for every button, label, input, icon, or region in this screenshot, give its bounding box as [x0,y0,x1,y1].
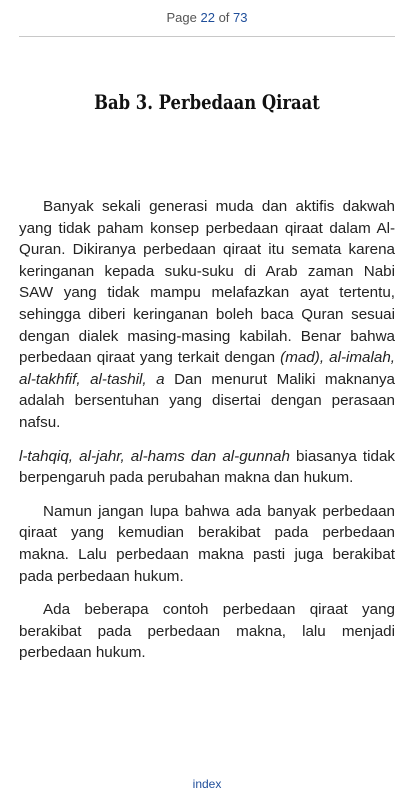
paragraph-2 [19,446,395,489]
page-prefix: Page [166,10,197,25]
chapter-title: Bab 3. Perbedaan Qiraat [94,90,320,114]
current-page-number: 22 [200,10,215,25]
paragraph-1 [19,196,395,434]
page-of-label: of [218,10,230,25]
index-link[interactable]: index [192,777,222,791]
page-indicator [166,10,247,25]
total-pages-number: 73 [233,10,248,25]
page-header [0,0,414,38]
paragraph-4: Ada beberapa contoh perbedaan qiraat yang berakibat pada perbedaan makna, lalu menjadi perbedaan hukum. [19,601,395,662]
paragraph-1-text-a: Banyak sekali generasi muda dan aktifis dakwah yang tidak paham konsep perbedaan qiraat dalam Al-Quran. Dikiranya perbedaan qiraat itu semata karena keringanan kepada suku-suku di Arab zaman Nabi SAW yang tidak mampu melafazkan ayat tertentu, sehingga diberi keringanan boleh baca Quran sesuai dengan dialek masing-masing kabilah. Benar bahwa perbedaan qiraat yang terkait dengan [19,198,395,367]
paragraph-2-text: biasanya tidak berpengaruh pada perubahan makna dan hukum. [19,447,395,487]
paragraph-3: Namun jangan lupa bahwa ada banyak perbedaan qiraat yang kemudian berakibat pada perbedaan makna. Lalu perbedaan makna pasti juga berakibat pada perbedaan hukum. [19,502,395,585]
paragraph-1-text-b: Dan menurut Maliki maknanya adalah bersentuhan yang disertai dengan perasaan nafsu. [19,370,395,431]
header-divider [19,36,395,37]
chapter-body [19,196,395,676]
paragraph-2-italic-terms: l-tahqiq, al-jahr, al-hams dan al-gunnah [19,447,290,465]
paragraph-1-italic-terms: (mad), al-imalah, al-takhfif, al-tashil, a [19,349,395,388]
